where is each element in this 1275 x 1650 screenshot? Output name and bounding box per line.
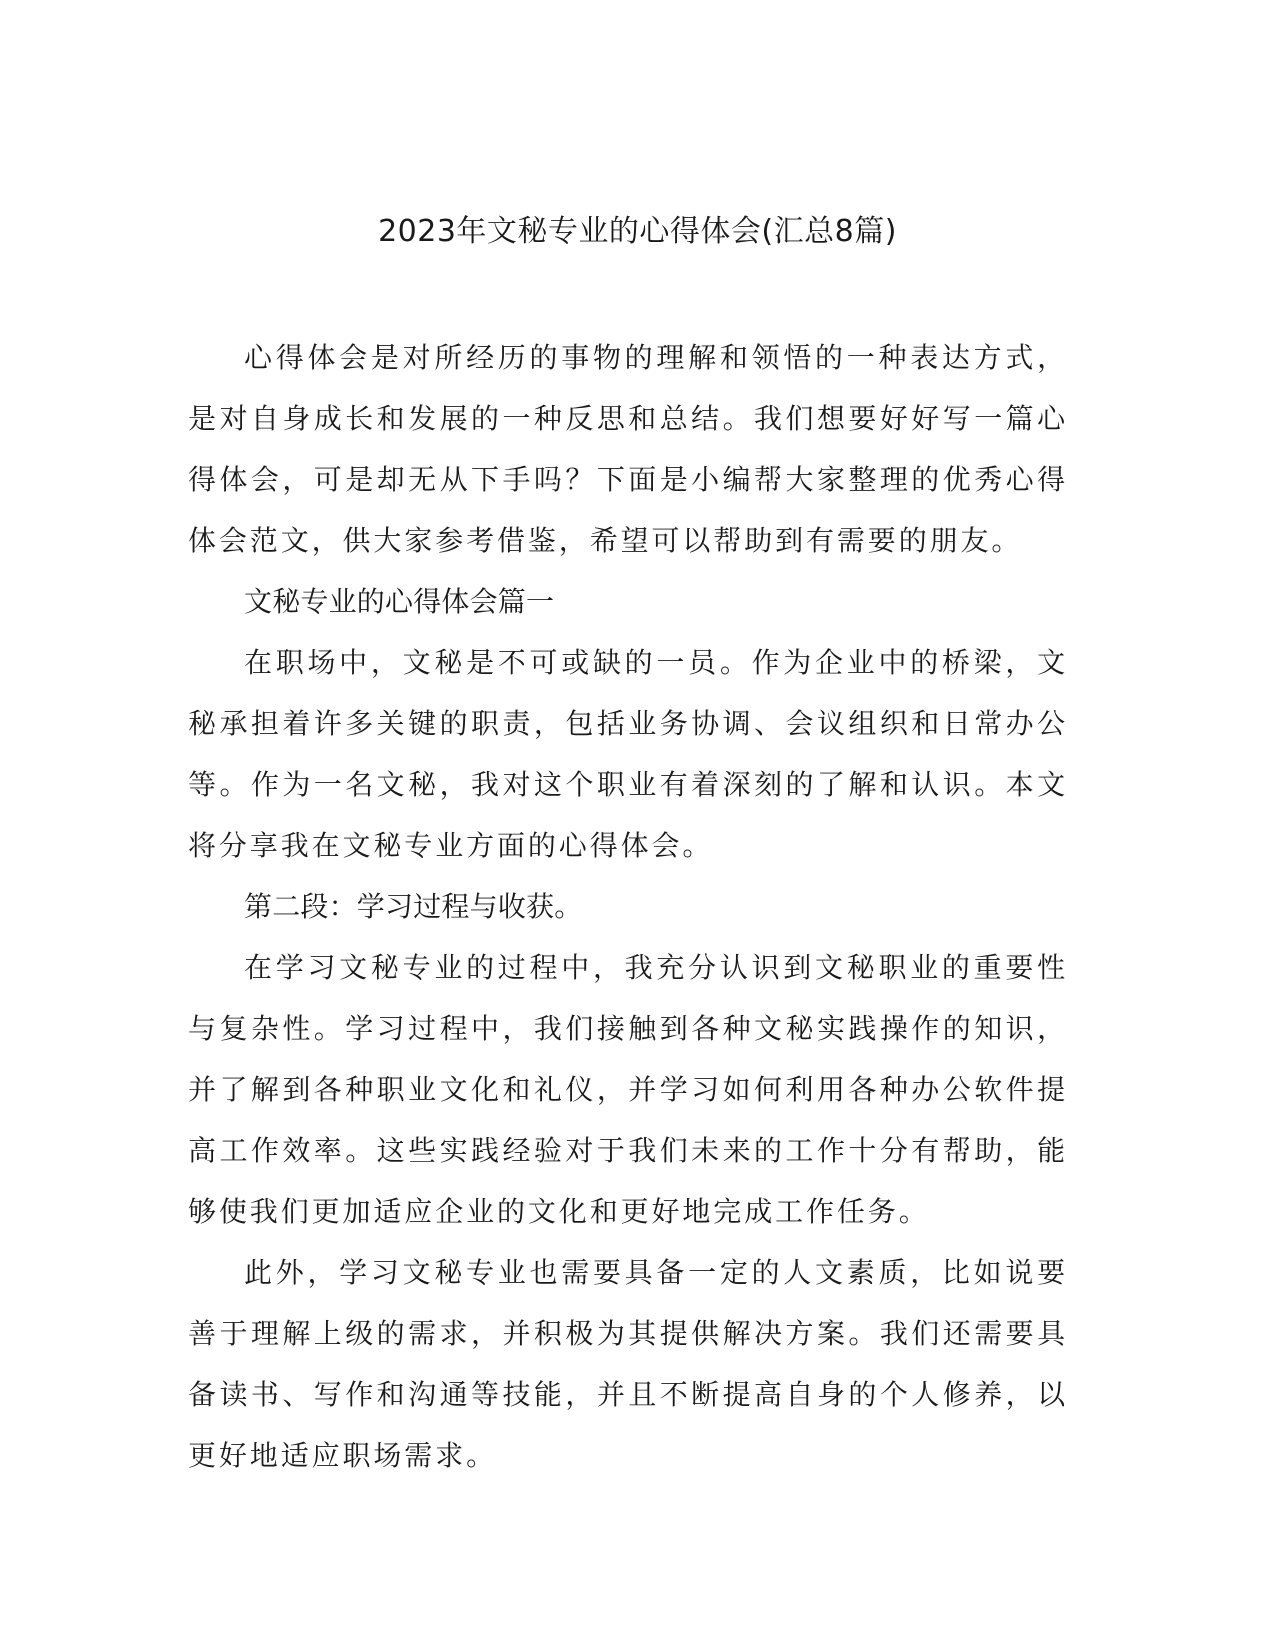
body-paragraph: 在学习文秘专业的过程中，我充分认识到文秘职业的重要性与复杂性。学习过程中，我们接触到各种文秘实践操作的知识，并了解到各种职业文化和礼仪，并学习如何利用各种办公软件提高工作效率。这些实践经验对于我们未来的工作十分有帮助，能够使我们更加适应企业的文化和更好地完成工作任务。 bbox=[188, 951, 1068, 1228]
section-heading-second-part: 第二段：学习过程与收获。 bbox=[244, 890, 583, 923]
body-paragraph: 在职场中，文秘是不可或缺的一员。作为企业中的桥梁，文秘承担着许多关键的职责，包括业务协调、会议组织和日常办公等。作为一名文秘，我对这个职业有着深刻的了解和认识。本文将分享我在文秘专业方面的心得体会。 bbox=[188, 646, 1068, 862]
section-heading-part-one: 文秘专业的心得体会篇一 bbox=[244, 585, 555, 618]
document-title: 2023年文秘专业的心得体会(汇总8篇) bbox=[378, 214, 897, 249]
intro-paragraph: 心得体会是对所经历的事物的理解和领悟的一种表达方式，是对自身成长和发展的一种反思和总结。我们想要好好写一篇心得体会，可是却无从下手吗？下面是小编帮大家整理的优秀心得体会范文，供大家参考借鉴，希望可以帮助到有需要的朋友。 bbox=[188, 341, 1068, 557]
document-body bbox=[188, 327, 1068, 1486]
body-paragraph: 此外，学习文秘专业也需要具备一定的人文素质，比如说要善于理解上级的需求，并积极为其提供解决方案。我们还需要具备读书、写作和沟通等技能，并且不断提高自身的个人修养，以更好地适应职场需求。 bbox=[188, 1256, 1068, 1472]
